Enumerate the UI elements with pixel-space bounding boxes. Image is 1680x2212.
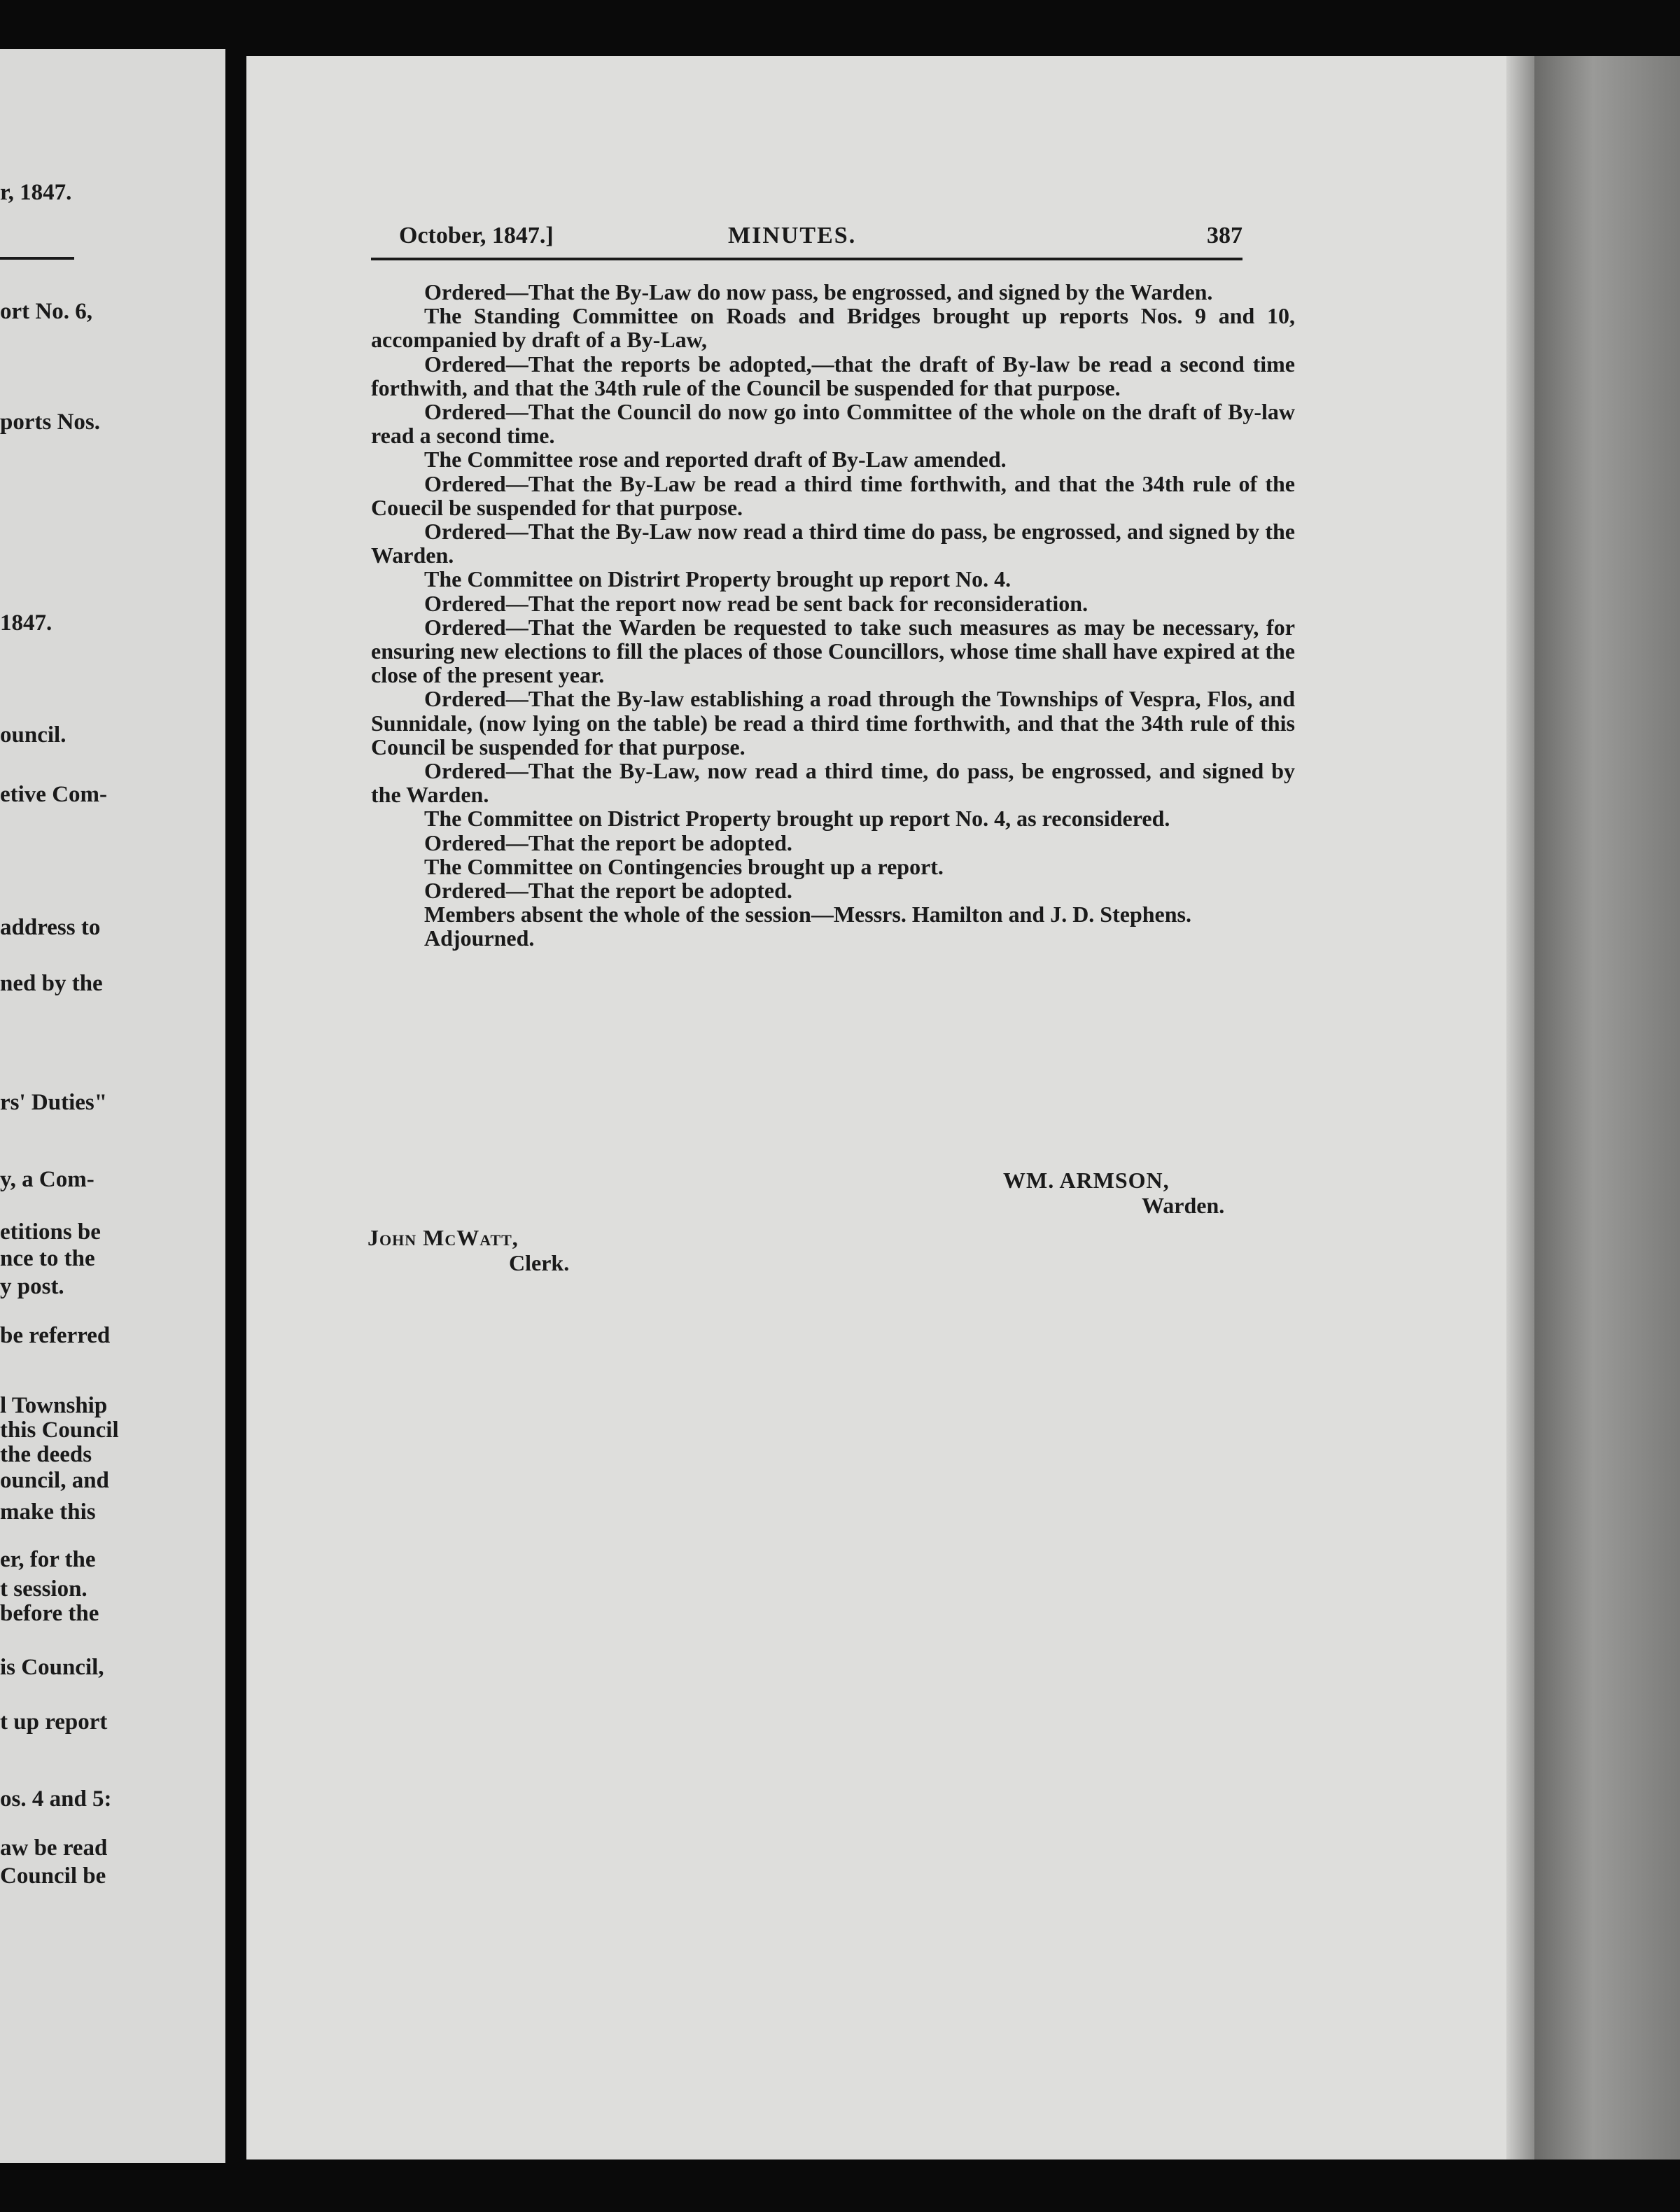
left-page-line: etitions be — [0, 1219, 101, 1245]
paragraph: The Standing Committee on Roads and Bridges brought up reports Nos. 9 and 10, accompanied by draft of a By-Law, — [371, 303, 1295, 353]
left-page-line: aw be read — [0, 1835, 108, 1861]
paragraph: Ordered—That the report now read be sent back for reconsideration. — [424, 590, 1088, 616]
warden-signature — [1003, 1168, 1255, 1218]
paragraph: The Committee on Contingencies brought up a report. — [424, 853, 944, 879]
left-page-line: is Council, — [0, 1655, 104, 1680]
left-page-line: y post. — [0, 1274, 64, 1299]
book-spine — [1534, 56, 1680, 2160]
page-number: 387 — [1207, 223, 1242, 248]
running-header — [371, 223, 1242, 258]
paragraph: Ordered—That the By-Law be read a third time forthwith, and that the 34th rule of the Couecil be suspended for that purpose. — [371, 470, 1295, 520]
left-page-line: etive Com- — [0, 782, 108, 807]
paragraph: The Committee rose and reported draft of By-Law amended. — [424, 447, 1007, 472]
header-rule — [371, 258, 1242, 260]
paragraph: The Committee on District Property brought up report No. 4, as reconsidered. — [424, 806, 1170, 832]
minutes-body — [371, 280, 1295, 951]
clerk-name: John McWatt, — [368, 1225, 519, 1250]
left-page-line: before the — [0, 1601, 99, 1626]
left-page-header-rule — [0, 257, 74, 260]
clerk-title: Clerk. — [509, 1250, 570, 1275]
paragraph: Ordered—That the By-Law, now read a third time, do pass, be engrossed, and signed by the Warden. — [371, 758, 1295, 808]
left-page-line: ouncil, and — [0, 1468, 109, 1493]
left-page-line: this Council — [0, 1418, 119, 1443]
left-page-line: ouncil. — [0, 722, 66, 748]
clerk-signature — [368, 1225, 648, 1275]
paragraph: The Committee on Distrirt Property brought up report No. 4. — [424, 566, 1011, 592]
paragraph: Adjourned. — [424, 925, 535, 951]
left-page-line: t session. — [0, 1576, 88, 1602]
header-date: October, 1847.] — [399, 223, 554, 248]
left-page-line: make this — [0, 1499, 96, 1525]
left-page-line: Council be — [0, 1863, 106, 1889]
left-page-line: address to — [0, 915, 101, 940]
paragraph: Ordered—That the Warden be requested to take such measures as may be necessary, for ensuring new elections to fill the places of those Councillors, whose time shall have expired at the close of the present year. — [371, 614, 1295, 688]
paragraph: Ordered—That the reports be adopted,—that the draft of By-law be read a second time forthwith, and that the 34th rule of the Council be suspended for that purpose. — [371, 351, 1295, 400]
paragraph: Ordered—That the By-law establishing a road through the Townships of Vespra, Flos, and Sunnidale, (now lying on the table) be read a third time forthwith, and that the 34th rule of this Council be suspended for that purpose. — [371, 686, 1295, 760]
left-facing-page — [0, 49, 225, 2163]
header-title: MINUTES. — [728, 223, 857, 248]
warden-name: WM. ARMSON, — [1003, 1168, 1170, 1193]
left-page-line: y, a Com- — [0, 1167, 94, 1192]
left-page-line: os. 4 and 5: — [0, 1786, 112, 1812]
paragraph: Ordered—That the By-Law do now pass, be engrossed, and signed by the Warden. — [424, 279, 1213, 304]
warden-title: Warden. — [1142, 1193, 1225, 1218]
paragraph: Ordered—That the By-Law now read a third time do pass, be engrossed, and signed by the Warden. — [371, 519, 1295, 568]
left-page-line: l Township — [0, 1393, 108, 1418]
left-page-line: ned by the — [0, 971, 103, 996]
left-page-line: er, for the — [0, 1547, 96, 1572]
left-page-line: be referred — [0, 1323, 111, 1348]
paragraph: Members absent the whole of the session—Messrs. Hamilton and J. D. Stephens. — [424, 902, 1191, 927]
left-page-line: rs' Duties" — [0, 1090, 108, 1115]
left-page-line: r, 1847. — [0, 180, 72, 205]
page-edge — [1506, 56, 1534, 2160]
left-page-line: the deeds — [0, 1442, 92, 1467]
left-page-line: ports Nos. — [0, 410, 101, 435]
paragraph: Ordered—That the report be adopted. — [424, 878, 792, 904]
left-page-line: t up report — [0, 1709, 108, 1735]
paragraph: Ordered—That the Council do now go into Committee of the whole on the draft of By-law read a second time. — [371, 399, 1295, 449]
left-page-line: ort No. 6, — [0, 299, 92, 324]
left-page-line: nce to the — [0, 1246, 95, 1271]
left-page-line: 1847. — [0, 610, 52, 636]
paragraph: Ordered—That the report be adopted. — [424, 830, 792, 855]
